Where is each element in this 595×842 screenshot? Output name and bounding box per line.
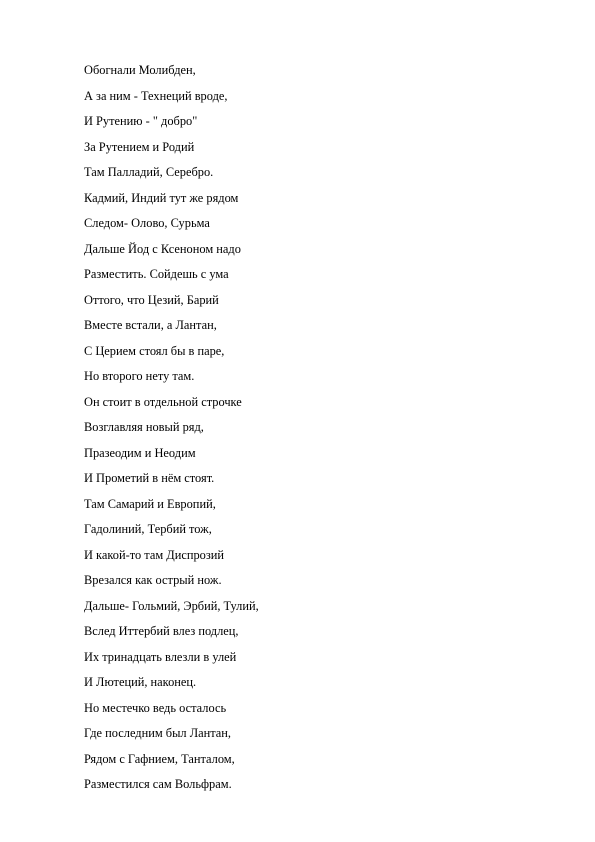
poem-line: Рядом с Гафнием, Танталом, [84, 751, 235, 766]
poem-line: Оттого, что Цезий, Барий [84, 292, 219, 307]
poem-line: Но второго нету там. [84, 369, 195, 383]
poem-line: И Рутению - " добро" [84, 114, 198, 128]
poem-line: Гадолиний, Тербий тож, [84, 522, 212, 536]
poem-text [84, 58, 259, 798]
poem-line: И какой-то там Диспрозий [84, 547, 225, 562]
poem-line: Врезался как острый нож. [84, 573, 222, 587]
poem-line: А за ним - Технеций вроде, [84, 88, 228, 103]
poem-line: Там Самарий и Европий, [84, 496, 216, 511]
poem-line: Но местечко ведь осталось [84, 700, 227, 715]
poem-line: За Рутением и Родий [84, 139, 195, 154]
poem-line: Кадмий, Индий тут же рядом [84, 190, 239, 205]
poem-line: Разместился сам Вольфрам. [84, 777, 232, 791]
poem-line: Следом- Олово, Сурьма [84, 216, 210, 230]
poem-line: Разместить. Сойдешь с ума [84, 267, 229, 281]
poem-line: Возглавляя новый ряд, [84, 420, 204, 434]
poem-line: Где последним был Лантан, [84, 726, 232, 740]
poem-line: Вместе встали, а Лантан, [84, 318, 217, 332]
poem-line: Их тринадцать влезли в улей [84, 649, 237, 664]
poem-line: Дальше Йод с Ксеноном надо [84, 241, 241, 256]
poem-line: И Прометий в нём стоят. [84, 471, 215, 485]
poem-line: С Церием стоял бы в паре, [84, 343, 225, 358]
poem-line: Обогнали Молибден, [84, 63, 196, 77]
poem-line: Вслед Иттербий влез подлец, [84, 624, 239, 638]
poem-line: Дальше- Гольмий, Эрбий, Тулий, [84, 598, 259, 613]
poem-line: Там Палладий, Серебро. [84, 165, 214, 179]
poem-line: Празеодим и Неодим [84, 445, 196, 460]
poem-line: И Лютеций, наконец. [84, 675, 197, 689]
poem-line: Он стоит в отдельной строчке [84, 394, 242, 409]
